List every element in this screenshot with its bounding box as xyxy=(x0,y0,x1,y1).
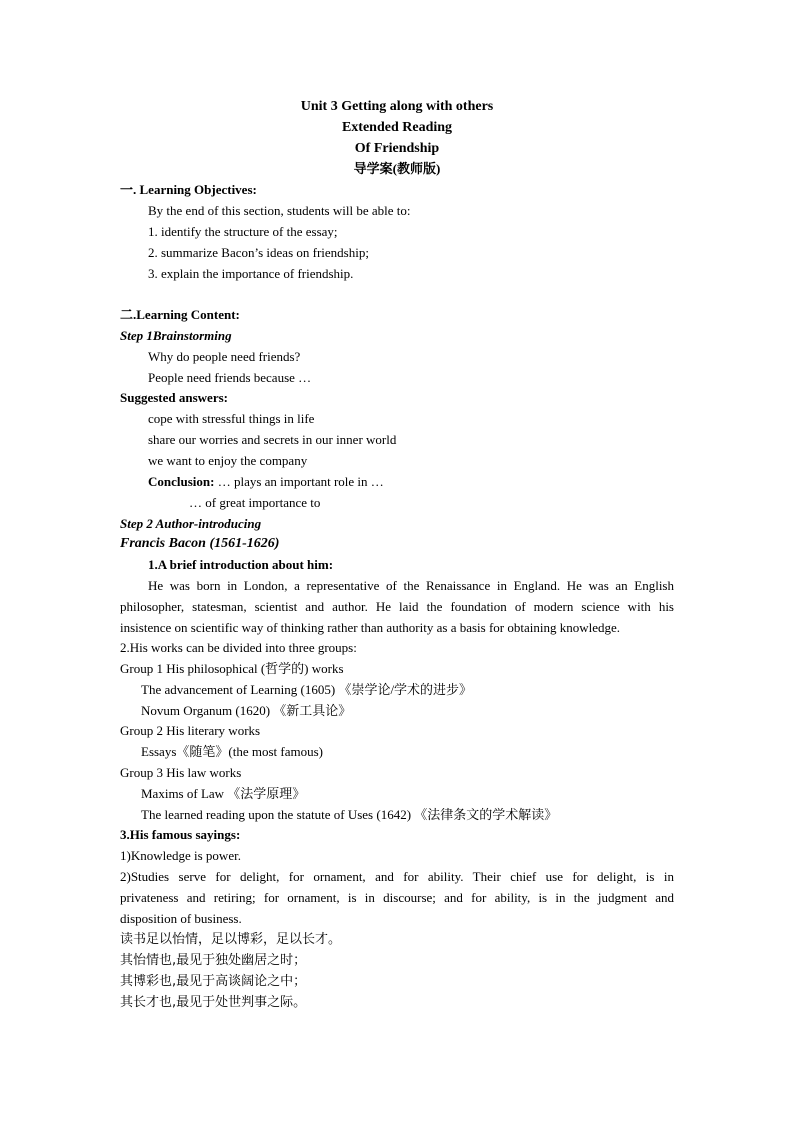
unit-title: Unit 3 Getting along with others xyxy=(300,99,494,114)
conclusion-text: … plays an important role in … xyxy=(214,474,384,489)
saying-item: 1)Knowledge is power. xyxy=(120,848,241,863)
answers-heading: Suggested answers: xyxy=(120,390,228,405)
objectives-heading: 一. Learning Objectives: xyxy=(120,182,257,197)
answer-item: we want to enjoy the company xyxy=(148,453,308,468)
step1-title: Step 1Brainstorming xyxy=(120,328,232,343)
saying-line: disposition of business. xyxy=(120,911,242,926)
conclusion-label: Conclusion: xyxy=(148,474,215,489)
answer-item: share our worries and secrets in our inner world xyxy=(148,432,397,447)
works-heading: 2.His works can be divided into three groups: xyxy=(120,640,357,655)
objective-item: 1. identify the structure of the essay; xyxy=(148,224,338,239)
bio-line: insistence on scientific way of thinking rather than authority as a basis for obtaining knowledge. xyxy=(120,620,621,635)
conclusion-line xyxy=(148,474,384,490)
step1-prompt: People need friends because … xyxy=(148,370,312,385)
sayings-heading: 3.His famous sayings: xyxy=(120,827,241,842)
work-item: The learned reading upon the statute of Uses (1642) 《法律条文的学术解读》 xyxy=(141,807,558,822)
objective-item: 3. explain the importance of friendship. xyxy=(148,266,354,281)
author-name: Francis Bacon (1561-1626) xyxy=(120,536,280,551)
subtitle-extended-reading: Extended Reading xyxy=(341,120,453,135)
group3-title: Group 3 His law works xyxy=(120,765,242,780)
answer-item: cope with stressful things in life xyxy=(148,411,315,426)
work-item: The advancement of Learning (1605) 《崇学论/学术的进步》 xyxy=(141,682,473,697)
chinese-line: 其博彩也,最见于高谈阔论之中； xyxy=(120,974,307,989)
subtitle-guide: 导学案(教师版) xyxy=(353,161,441,176)
chinese-line: 其长才也,最见于处世判事之际。 xyxy=(120,995,307,1010)
saying-line: privateness and retiring; for ornament, is in discourse; and for ability, is in the judgment and xyxy=(120,890,674,905)
step1-question: Why do people need friends? xyxy=(148,349,301,364)
bio-line: He was born in London, a representative of the Renaissance in England. He was an English xyxy=(148,578,674,593)
subtitle-of-friendship: Of Friendship xyxy=(354,141,440,156)
group2-title: Group 2 His literary works xyxy=(120,723,261,738)
work-item: Maxims of Law 《法学原理》 xyxy=(141,786,306,801)
saying-line: 2)Studies serve for delight, for ornament, and for ability. Their chief use for delight, is in xyxy=(120,869,674,884)
bio-line: philosopher, statesman, scientist and author. He laid the foundation of modern science with his xyxy=(120,599,674,614)
chinese-line: 读书足以怡情，足以博彩，足以长才。 xyxy=(120,932,342,947)
group1-title: Group 1 His philosophical (哲学的) works xyxy=(120,661,344,676)
conclusion-line-2: … of great importance to xyxy=(189,495,321,510)
content-heading: 二.Learning Content: xyxy=(120,307,240,322)
objectives-intro: By the end of this section, students will be able to: xyxy=(148,203,411,218)
work-item: Novum Organum (1620) 《新工具论》 xyxy=(141,703,352,718)
intro-heading: 1.A brief introduction about him: xyxy=(148,557,334,572)
chinese-line: 其怡情也,最见于独处幽居之时； xyxy=(120,953,307,968)
work-item: Essays《随笔》(the most famous) xyxy=(141,744,323,759)
step2-title: Step 2 Author-introducing xyxy=(120,516,262,531)
objective-item: 2. summarize Bacon’s ideas on friendship; xyxy=(148,245,369,260)
